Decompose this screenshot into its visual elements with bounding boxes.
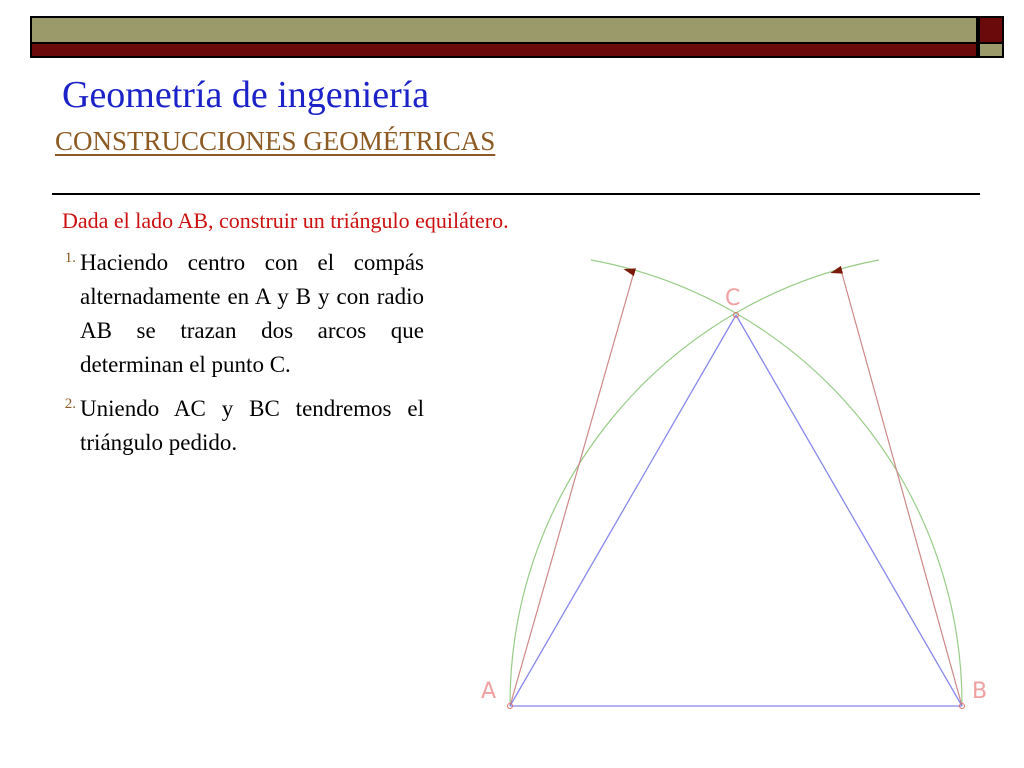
side-ac	[510, 315, 736, 706]
arc-center-a	[591, 260, 962, 706]
arc-center-b	[510, 260, 879, 706]
vertex-b-label: B	[972, 679, 988, 704]
step-text: Haciendo centro con el compás alternadamente en A y B y con radio AB se trazan dos arcos que determinan el punto C.	[80, 250, 424, 377]
step-number: 2.	[64, 396, 76, 412]
vertex-c-label: C	[725, 286, 741, 311]
step-number: 1.	[64, 250, 76, 266]
radius-arrow-from-a	[510, 272, 634, 706]
step-text: Uniendo AC y BC tendremos el triángulo pedido.	[80, 396, 424, 455]
side-bc	[736, 315, 962, 706]
problem-statement: Dada el lado AB, construir un triángulo equilátero.	[62, 208, 509, 233]
slide-title: Geometría de ingeniería	[62, 74, 430, 116]
radius-arrow-from-b	[841, 270, 962, 706]
vertex-a-label: A	[481, 679, 497, 704]
slide-subtitle: CONSTRUCCIONES GEOMÉTRICAS	[55, 126, 496, 156]
